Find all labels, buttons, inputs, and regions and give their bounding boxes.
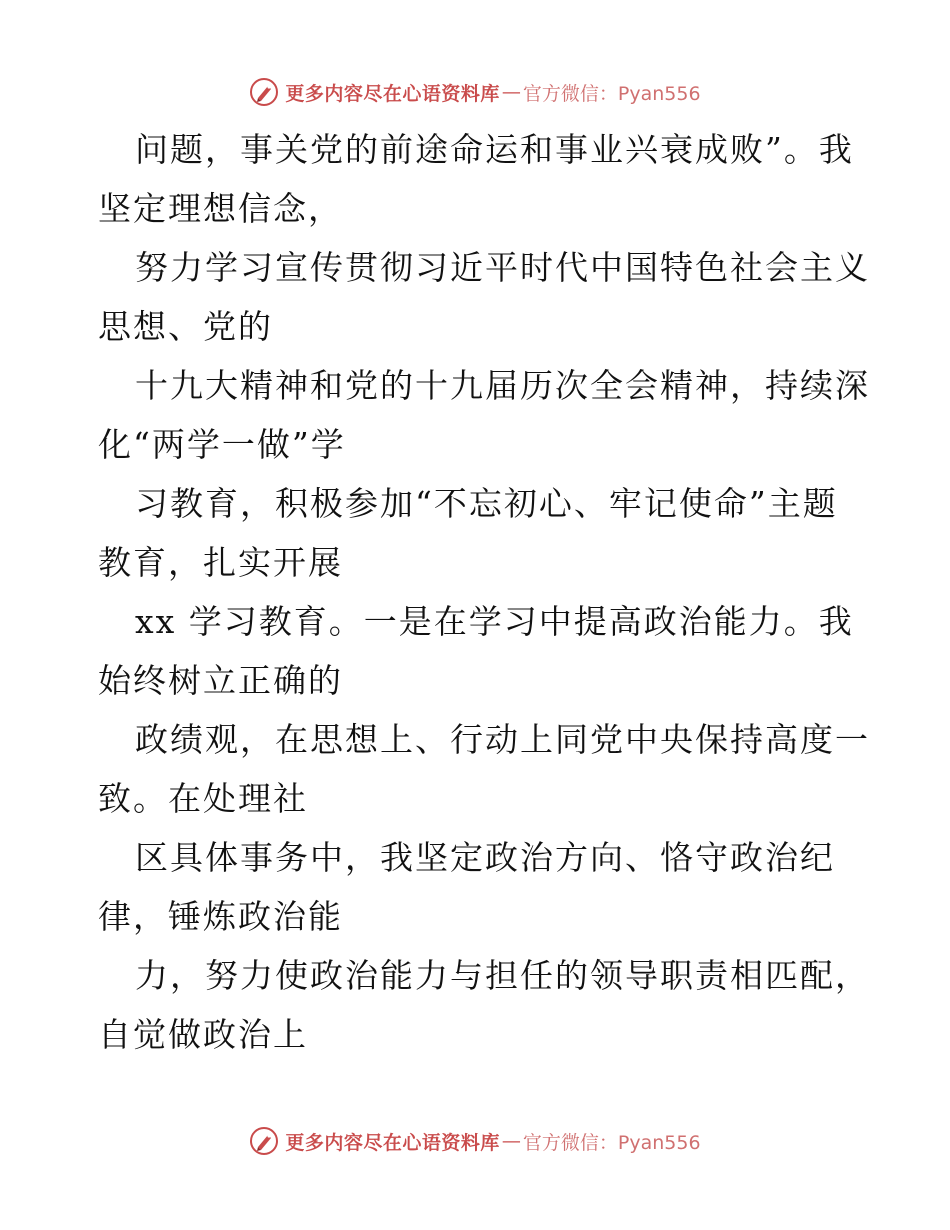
footer-banner-contact: 官方微信：Pyan556 (522, 1131, 701, 1154)
header-banner-separator: — (501, 81, 521, 103)
header-banner-title: 更多内容尽在心语资料库 (285, 82, 500, 105)
header-banner-contact: 官方微信：Pyan556 (522, 82, 701, 105)
document-body (98, 120, 870, 1064)
body-line: 十九大精神和党的十九届历次全会精神，持续深 (135, 366, 870, 405)
body-line: 致。在处理社 (98, 779, 308, 818)
body-line: 问题，事关党的前途命运和事业兴衰成败”。我 (135, 130, 854, 169)
pen-logo-icon (249, 77, 279, 107)
body-line: 习教育，积极参加“不忘初心、牢记使命”主题 (135, 484, 838, 523)
body-line: 思想、党的 (98, 307, 273, 346)
footer-banner (0, 1121, 950, 1161)
body-line: xx 学习教育。一是在学习中提高政治能力。我 (135, 602, 854, 641)
body-line: 努力学习宣传贯彻习近平时代中国特色社会主义 (135, 248, 870, 287)
header-banner (0, 72, 950, 112)
body-line: 区具体事务中，我坚定政治方向、恪守政治纪 (135, 838, 835, 877)
body-line: 始终树立正确的 (98, 661, 343, 700)
footer-banner-separator: — (501, 1130, 521, 1152)
body-line: 化“两学一做”学 (98, 425, 346, 464)
body-line: 教育，扎实开展 (98, 543, 343, 582)
body-line: 政绩观，在思想上、行动上同党中央保持高度一 (135, 720, 870, 759)
footer-banner-title: 更多内容尽在心语资料库 (285, 1131, 500, 1154)
body-line: 力，努力使政治能力与担任的领导职责相匹配， (135, 956, 870, 995)
body-line: 坚定理想信念， (98, 189, 343, 228)
pen-logo-icon (249, 1126, 279, 1156)
body-line: 自觉做政治上 (98, 1015, 308, 1054)
body-line: 律，锤炼政治能 (98, 897, 343, 936)
